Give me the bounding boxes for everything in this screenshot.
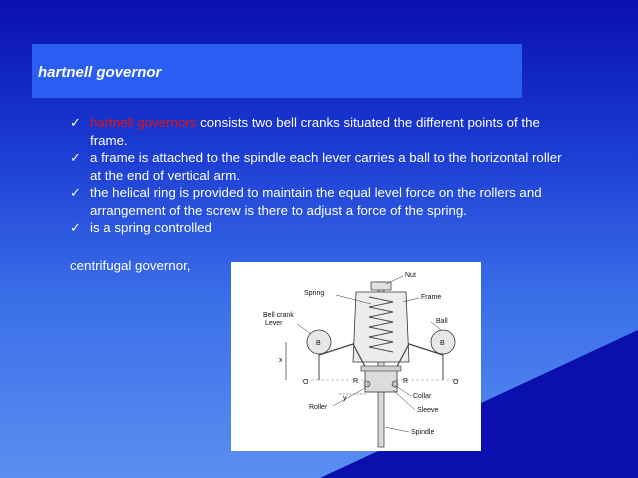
spindle-leader (385, 427, 409, 432)
label-spindle: Spindle (411, 429, 435, 436)
frame-shape (353, 292, 409, 362)
right-roller-shape (392, 381, 398, 387)
label-sleeve: Sleeve (417, 407, 439, 414)
bullet-text: consists two bell cranks situated the different points of the frame. (90, 115, 540, 148)
checkmark-icon: ✓ (70, 220, 81, 235)
label-bell-crank: Bell crank (263, 312, 294, 319)
slide-title: hartnell governor (38, 64, 162, 81)
bullet-text: is a spring controlled (90, 220, 212, 235)
nut-leader (386, 276, 403, 284)
label-nut: Nut (405, 272, 416, 279)
bullet-text: the helical ring is provided to maintain the equal level force on the rollers and arrangement of the screw is there to adjust a force of the spring. (90, 185, 542, 218)
label-x: x (279, 357, 283, 364)
bullet-list (70, 114, 570, 237)
label-o-right: O (453, 379, 459, 386)
lever-leader (297, 324, 311, 334)
label-b-left: B (316, 340, 321, 347)
governor-diagram (231, 262, 481, 451)
label-b-right: B (440, 340, 445, 347)
checkmark-icon: ✓ (70, 185, 81, 200)
collar-shape (361, 366, 401, 371)
checkmark-icon: ✓ (70, 150, 81, 165)
label-collar: Collar (413, 393, 432, 400)
sleeve-shape (365, 370, 397, 392)
label-ball: Ball (436, 318, 448, 325)
label-o-left: O (303, 379, 309, 386)
bullet-item (70, 219, 570, 237)
bullet-item (70, 149, 570, 184)
label-roller: Roller (309, 404, 328, 411)
bullet-item (70, 114, 570, 149)
label-r-right: R (403, 378, 409, 385)
governor-drawing (231, 262, 481, 451)
label-r-left: R (353, 378, 359, 385)
sleeve-leader (393, 390, 415, 410)
highlight-term: hartnell governors (90, 115, 197, 130)
left-roller-shape (364, 381, 370, 387)
roller-leader (333, 388, 365, 406)
checkmark-icon: ✓ (70, 115, 81, 130)
label-y: y (343, 395, 347, 402)
bullet-text: a frame is attached to the spindle each lever carries a ball to the horizontal roller at the end of vertical arm. (90, 150, 562, 183)
label-frame: Frame (421, 294, 442, 301)
label-spring: Spring (304, 290, 325, 297)
label-lever: Lever (265, 320, 283, 327)
trailing-text: centrifugal governor, (70, 258, 191, 273)
bullet-item (70, 184, 570, 219)
